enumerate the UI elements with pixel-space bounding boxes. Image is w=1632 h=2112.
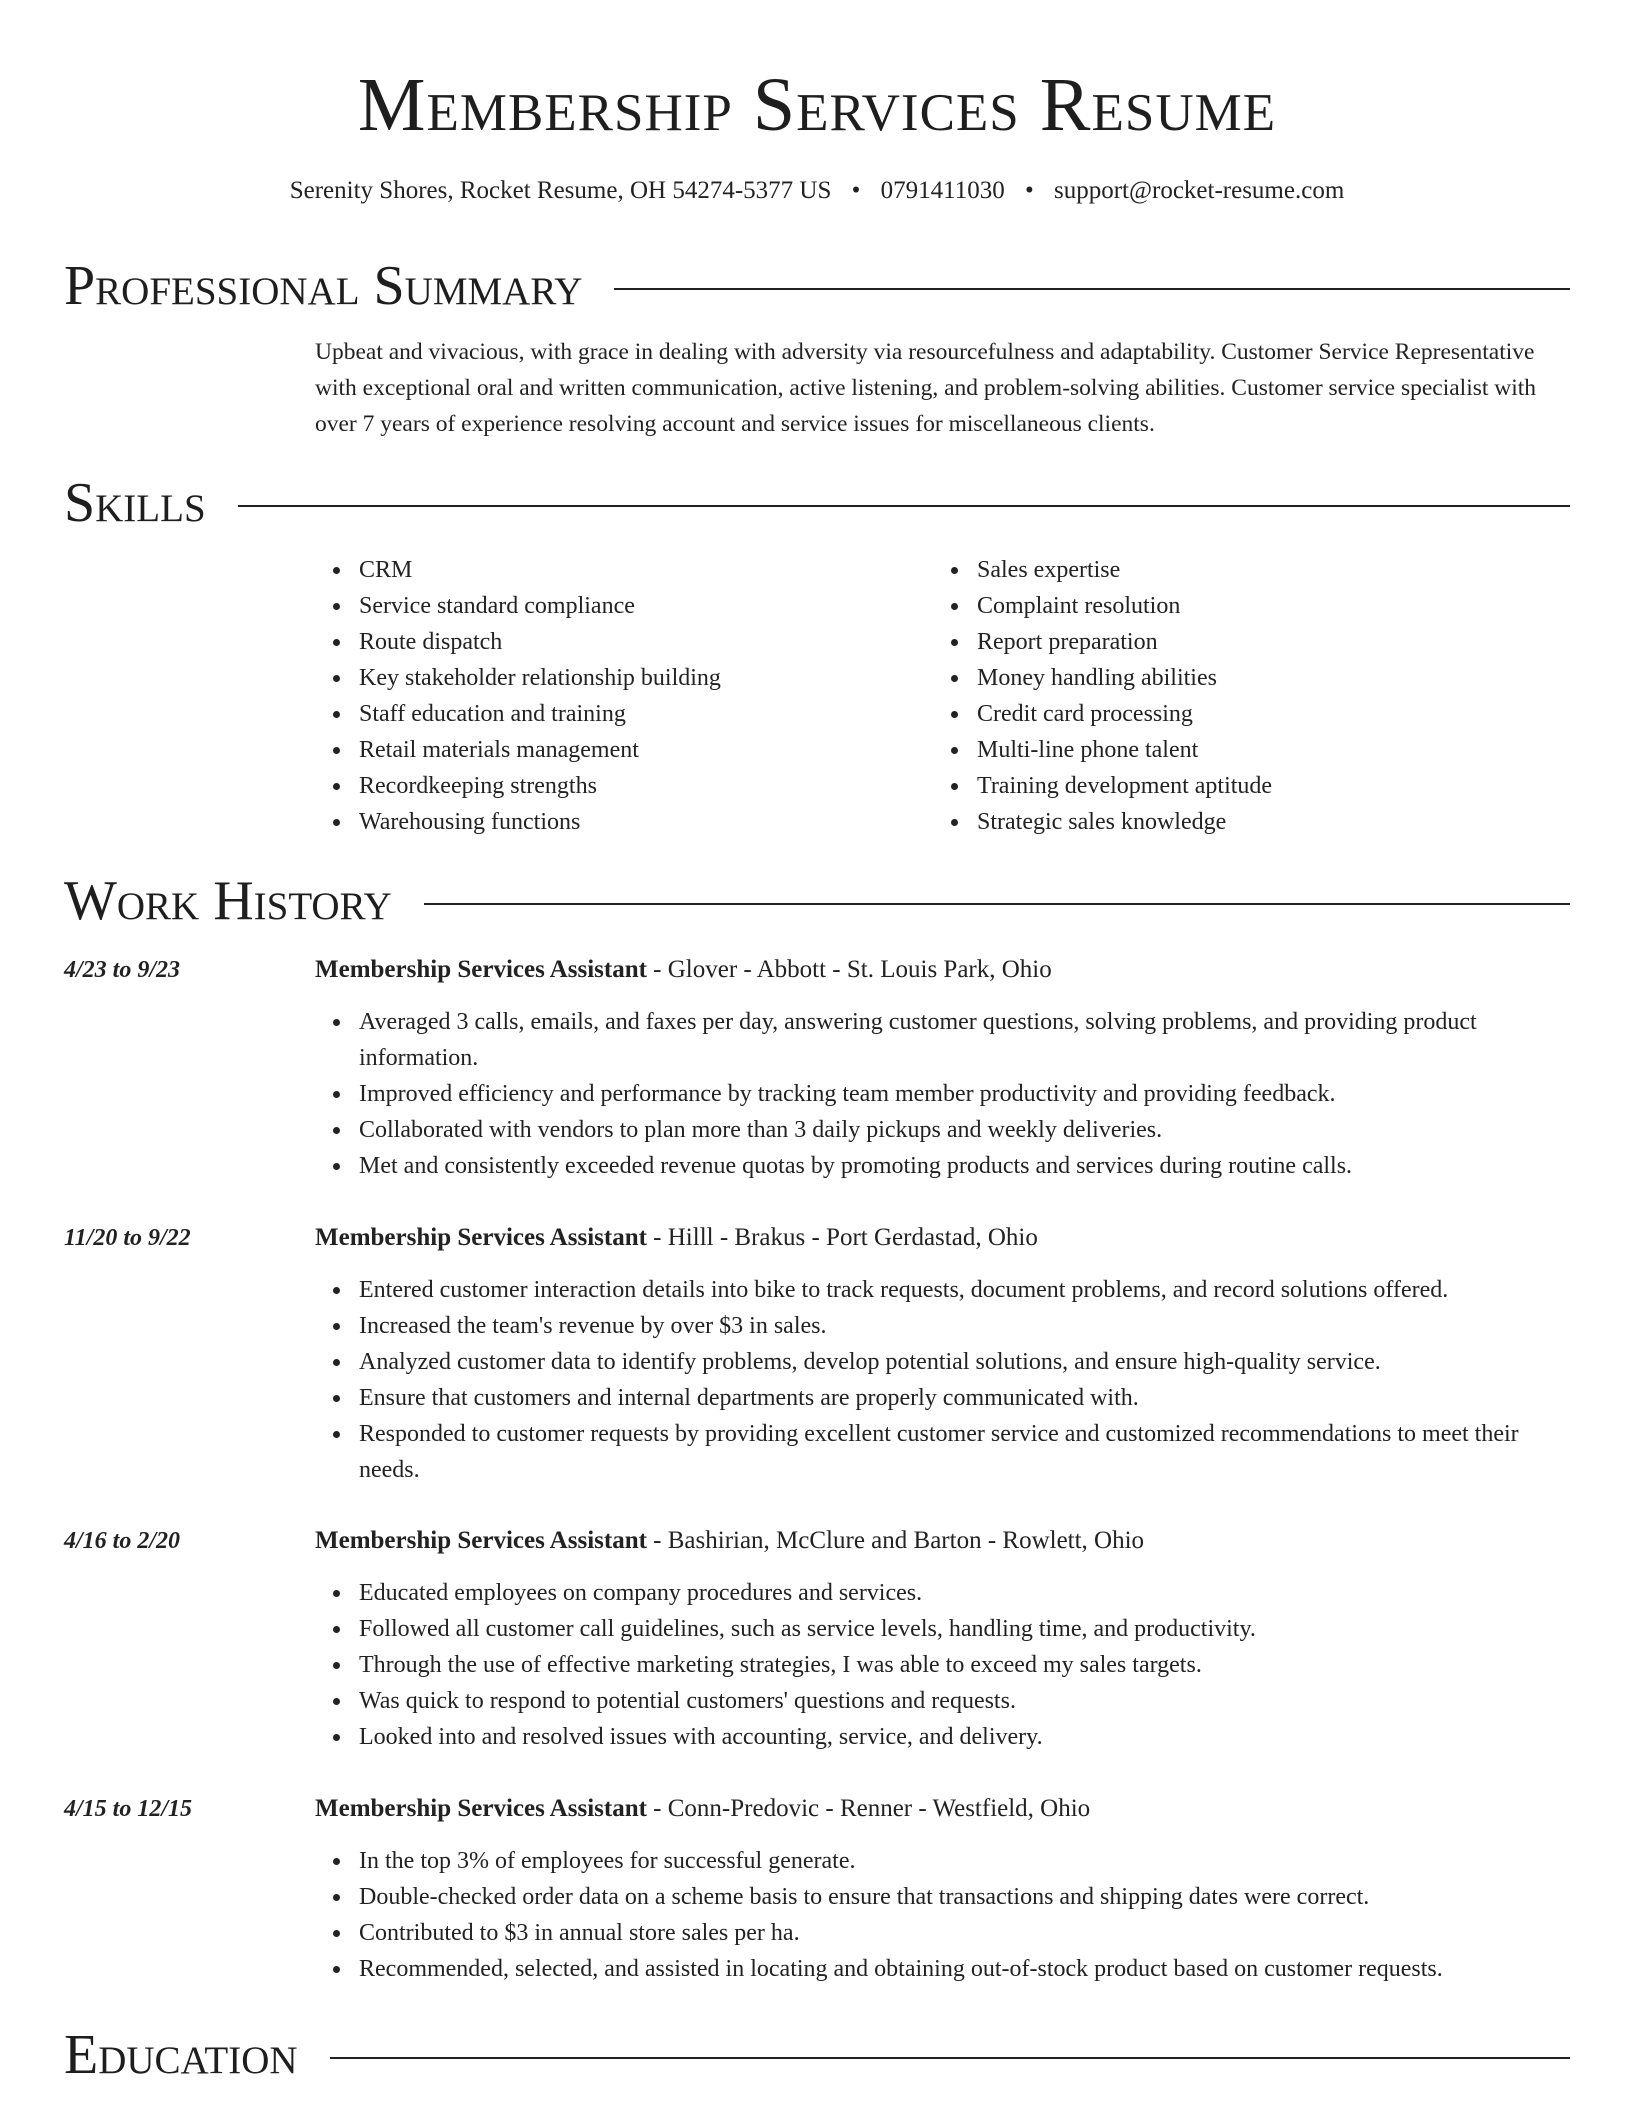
skill-item: CRM xyxy=(359,552,933,588)
skill-item: Strategic sales knowledge xyxy=(977,804,1551,840)
job-bullet: Ensure that customers and internal departments are properly communicated with. xyxy=(359,1380,1571,1416)
job-bullet: Increased the team's revenue by over $3 in sales. xyxy=(359,1308,1571,1344)
job-dates: 4/16 to 2/20 xyxy=(64,1528,181,1554)
job-title: Membership Services Assistant xyxy=(315,1527,647,1554)
work-section-header xyxy=(64,868,1570,934)
job-bullet: In the top 3% of employees for successful generate. xyxy=(359,1843,1571,1879)
job-bullet: Followed all customer call guidelines, such as service levels, handling time, and productivity. xyxy=(359,1611,1571,1647)
skill-item: Training development aptitude xyxy=(977,768,1551,804)
email: support@rocket-resume.com xyxy=(1053,177,1345,204)
job-dates: 4/15 to 12/15 xyxy=(64,1796,193,1822)
job-heading xyxy=(315,1523,1571,1559)
skill-item: Credit card processing xyxy=(977,696,1551,732)
summary-heading: Professional Summary xyxy=(64,255,583,317)
job-bullet: Met and consistently exceeded revenue quotas by promoting products and services during routine calls. xyxy=(359,1148,1571,1184)
job-company: - Hilll - Brakus - Port Gerdastad, Ohio xyxy=(653,1224,1038,1251)
job-bullets xyxy=(359,1575,1571,1755)
skills-section-header xyxy=(64,470,1570,536)
skill-item: Warehousing functions xyxy=(359,804,933,840)
job-bullet: Educated employees on company procedures and services. xyxy=(359,1575,1571,1611)
summary-section-header xyxy=(64,253,1570,319)
skill-item: Recordkeeping strengths xyxy=(359,768,933,804)
job-heading xyxy=(315,952,1571,988)
skills-column-right xyxy=(933,552,1551,840)
job-bullet: Entered customer interaction details into bike to track requests, document problems, and record solutions offered. xyxy=(359,1272,1571,1308)
job-bullet: Contributed to $3 in annual store sales per ha. xyxy=(359,1915,1571,1951)
job-company: - Conn-Predovic - Renner - Westfield, Ohio xyxy=(653,1795,1091,1822)
skill-item: Retail materials management xyxy=(359,732,933,768)
job-bullet: Collaborated with vendors to plan more than 3 daily pickups and weekly deliveries. xyxy=(359,1112,1571,1148)
skill-item: Multi-line phone talent xyxy=(977,732,1551,768)
skill-item: Report preparation xyxy=(977,624,1551,660)
job-bullets xyxy=(359,1843,1571,1987)
separator: • xyxy=(1024,177,1034,204)
job-dates: 11/20 to 9/22 xyxy=(64,1225,191,1251)
skill-item: Service standard compliance xyxy=(359,588,933,624)
job-bullet: Double-checked order data on a scheme basis to ensure that transactions and shipping dates were correct. xyxy=(359,1879,1571,1915)
section-divider xyxy=(424,903,1570,905)
skill-item: Staff education and training xyxy=(359,696,933,732)
section-divider xyxy=(614,288,1570,290)
skills-heading: Skills xyxy=(64,472,206,534)
job-title: Membership Services Assistant xyxy=(315,1795,647,1822)
skill-item: Key stakeholder relationship building xyxy=(359,660,933,696)
job-bullet: Averaged 3 calls, emails, and faxes per day, answering customer questions, solving problems, and providing product information. xyxy=(359,1004,1571,1076)
job-company: - Glover - Abbott - St. Louis Park, Ohio xyxy=(653,956,1052,983)
job-bullet: Improved efficiency and performance by tracking team member productivity and providing feedback. xyxy=(359,1076,1571,1112)
summary-text: Upbeat and vivacious, with grace in dealing with adversity via resourcefulness and adaptability. Customer Service Representative with exceptional oral and written communication, active listening, and problem-solving abilities. Customer service specialist with over 7 years of experience resolving account and service issues for miscellaneous clients. xyxy=(315,339,1537,437)
resume-title: Membership Services Resume xyxy=(357,63,1277,147)
skill-item: Money handling abilities xyxy=(977,660,1551,696)
job-bullets xyxy=(359,1004,1571,1184)
address: Serenity Shores, Rocket Resume, OH 54274-5377 US xyxy=(289,177,832,204)
job-bullet: Was quick to respond to potential customers' questions and requests. xyxy=(359,1683,1571,1719)
job-heading xyxy=(315,1791,1571,1827)
job-dates: 4/23 to 9/23 xyxy=(64,957,181,983)
work-heading: Work History xyxy=(64,870,392,932)
job-heading xyxy=(315,1220,1571,1256)
job-bullet: Through the use of effective marketing strategies, I was able to exceed my sales targets. xyxy=(359,1647,1571,1683)
job-bullet: Looked into and resolved issues with accounting, service, and delivery. xyxy=(359,1719,1571,1755)
skill-item: Sales expertise xyxy=(977,552,1551,588)
skill-item: Complaint resolution xyxy=(977,588,1551,624)
skills-list xyxy=(315,552,1571,840)
phone: 0791411030 xyxy=(880,177,1005,204)
section-divider xyxy=(238,505,1570,507)
job-title: Membership Services Assistant xyxy=(315,1224,647,1251)
skill-item: Route dispatch xyxy=(359,624,933,660)
contact-line xyxy=(64,174,1570,208)
job-company: - Bashirian, McClure and Barton - Rowlett, Ohio xyxy=(653,1527,1145,1554)
education-section-header xyxy=(64,2022,1570,2088)
job-bullet: Analyzed customer data to identify problems, develop potential solutions, and ensure high-quality service. xyxy=(359,1344,1571,1380)
section-divider xyxy=(330,2057,1570,2059)
education-heading: Education xyxy=(64,2024,298,2086)
job-bullet: Responded to customer requests by providing excellent customer service and customized recommendations to meet their needs. xyxy=(359,1416,1571,1488)
separator: • xyxy=(851,177,861,204)
job-bullet: Recommended, selected, and assisted in locating and obtaining out-of-stock product based on customer requests. xyxy=(359,1951,1571,1987)
skills-column-left xyxy=(315,552,933,840)
job-title: Membership Services Assistant xyxy=(315,956,647,983)
job-bullets xyxy=(359,1272,1571,1488)
